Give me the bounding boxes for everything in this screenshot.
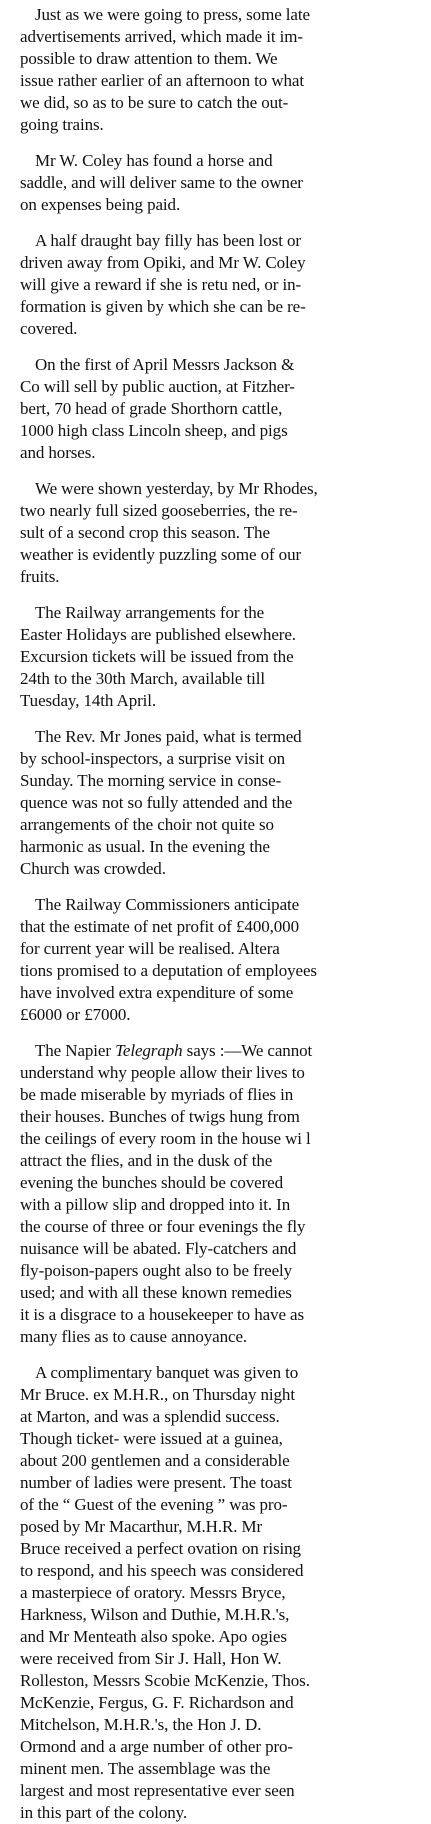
text-line: covered. [20,319,78,338]
text-line: We were shown yesterday, by Mr Rhodes, [35,479,318,498]
text-line: their houses. Bunches of twigs hung from [20,1107,300,1126]
text-line: On the first of April Messrs Jackson & [35,355,295,374]
text-line: advertisements arrived, which made it im- [20,27,303,46]
text-line: by school-inspectors, a surprise visit on [20,749,286,768]
text-line: of the “ Guest of the evening ” was pro- [20,1495,288,1514]
text-line: used; and with all these known remedies [20,1283,292,1302]
text-line: with a pillow slip and dropped into it. In [20,1195,291,1214]
paragraph-auction [20,354,401,464]
text-line: minent men. The assemblage was the [20,1759,271,1778]
text-line: Co will sell by public auction, at Fitzher- [20,377,295,396]
text-line: McKenzie, Fergus, G. F. Richardson and [20,1693,294,1712]
text-line: A half draught bay filly has been lost or [35,231,301,250]
text-line: Just as we were going to press, some late [35,5,310,24]
text-line: understand why people allow their lives to [20,1063,305,1082]
text-line: Church was crowded. [20,859,166,878]
text-line: formation is given by which she can be re- [20,297,306,316]
text-line: Tuesday, 14th April. [20,691,157,710]
text-line: about 200 gentlemen and a considerable [20,1451,290,1470]
text-line: Rolleston, Messrs Scobie McKenzie, Thos. [20,1671,310,1690]
paragraph-late-advertisements [20,4,401,136]
text-line: harmonic as usual. In the evening the [20,837,270,856]
text-line: two nearly full sized gooseberries, the re- [20,501,298,520]
text-line: Sunday. The morning service in conse- [20,771,282,790]
text-line: were received from Sir J. Hall, Hon W. [20,1649,282,1668]
paragraph-railway-easter [20,602,401,712]
text-line: The Rev. Mr Jones paid, what is termed [35,727,302,746]
text-line: Harkness, Wilson and Duthie, M.H.R.'s, [20,1605,290,1624]
paragraph-napier-flies [20,1040,401,1348]
text-line: The Railway arrangements for the [35,603,265,622]
text-line: and horses. [20,443,96,462]
text-line: to respond, and his speech was considered [20,1561,304,1580]
text-line: arrangements of the choir not quite so [20,815,274,834]
text-line: Easter Holidays are published elsewhere. [20,625,296,644]
text-line: Mr W. Coley has found a horse and [35,151,273,170]
text-line: A complimentary banquet was given to [35,1363,299,1382]
text-line: and Mr Menteath also spoke. Apo ogies [20,1627,287,1646]
text-line: evening the bunches should be covered [20,1173,284,1192]
text-line: fruits. [20,567,60,586]
paragraph-filly-lost [20,230,401,340]
text-line: weather is evidently puzzling some of our [20,545,302,564]
text-line: Ormond and a arge number of other pro- [20,1737,293,1756]
text-line: quence was not so fully attended and the [20,793,293,812]
text-line: tions promised to a deputation of employees [20,961,317,980]
text-line: at Marton, and was a splendid success. [20,1407,280,1426]
text-line: posed by Mr Macarthur, M.H.R. Mr [20,1517,263,1536]
text-line: fly-poison-papers ought also to be freely [20,1261,293,1280]
text-line: that the estimate of net profit of £400,000 [20,917,299,936]
text-line: Though ticket- were issued at a guinea, [20,1429,283,1448]
text-line: it is a disgrace to a housekeeper to have as [20,1305,305,1324]
text-line: The Railway Commissioners anticipate [35,895,300,914]
text-line: £6000 or £7000. [20,1005,131,1024]
text-line: many flies as to cause annoyance. [20,1327,248,1346]
text-line: Mitchelson, M.H.R.'s, the Hon J. D. [20,1715,262,1734]
text-line: will give a reward if she is retu ned, or in- [20,275,302,294]
paragraph-rev-jones [20,726,401,880]
text-line: on expenses being paid. [20,195,181,214]
text-line: for current year will be realised. Altera [20,939,280,958]
text-line: saddle, and will deliver same to the owner [20,173,303,192]
text-line: going trains. [20,115,104,134]
text-line: have involved extra expenditure of some [20,983,294,1002]
text-line: a masterpiece of oratory. Messrs Bryce, [20,1583,286,1602]
text-line: attract the flies, and in the dusk of the [20,1151,273,1170]
paragraph-gooseberries [20,478,401,588]
text-line: issue rather earlier of an afternoon to what [20,71,305,90]
text-line: largest and most representative ever seen [20,1781,295,1800]
text-line: driven away from Opiki, and Mr W. Coley [20,253,306,272]
text-line: we did, so as to be sure to catch the out- [20,93,289,112]
text-line: the ceilings of every room in the house wi l [20,1129,311,1148]
text-line: the course of three or four evenings the fly [20,1217,306,1236]
text-line: possible to draw attention to them. We [20,49,278,68]
text-line: bert, 70 head of grade Shorthorn cattle, [20,399,283,418]
text-line: 24th to the 30th March, available till [20,669,265,688]
text-line: The Napier Telegraph says :—We cannot [35,1041,313,1060]
paragraph-horse-found [20,150,401,216]
text-line: be made miserable by myriads of flies in [20,1085,294,1104]
text-line: number of ladies were present. The toast [20,1473,292,1492]
text-line: 1000 high class Lincoln sheep, and pigs [20,421,288,440]
text-line: in this part of the colony. [20,1803,188,1822]
text-line: Bruce received a perfect ovation on rising [20,1539,301,1558]
text-line: Excursion tickets will be issued from the [20,647,294,666]
paragraph-banquet [20,1362,401,1824]
text-line: sult of a second crop this season. The [20,523,270,542]
text-line: Mr Bruce. ex M.H.R., on Thursday night [20,1385,295,1404]
paragraph-railway-commissioners [20,894,401,1026]
text-line: nuisance will be abated. Fly-catchers and [20,1239,297,1258]
